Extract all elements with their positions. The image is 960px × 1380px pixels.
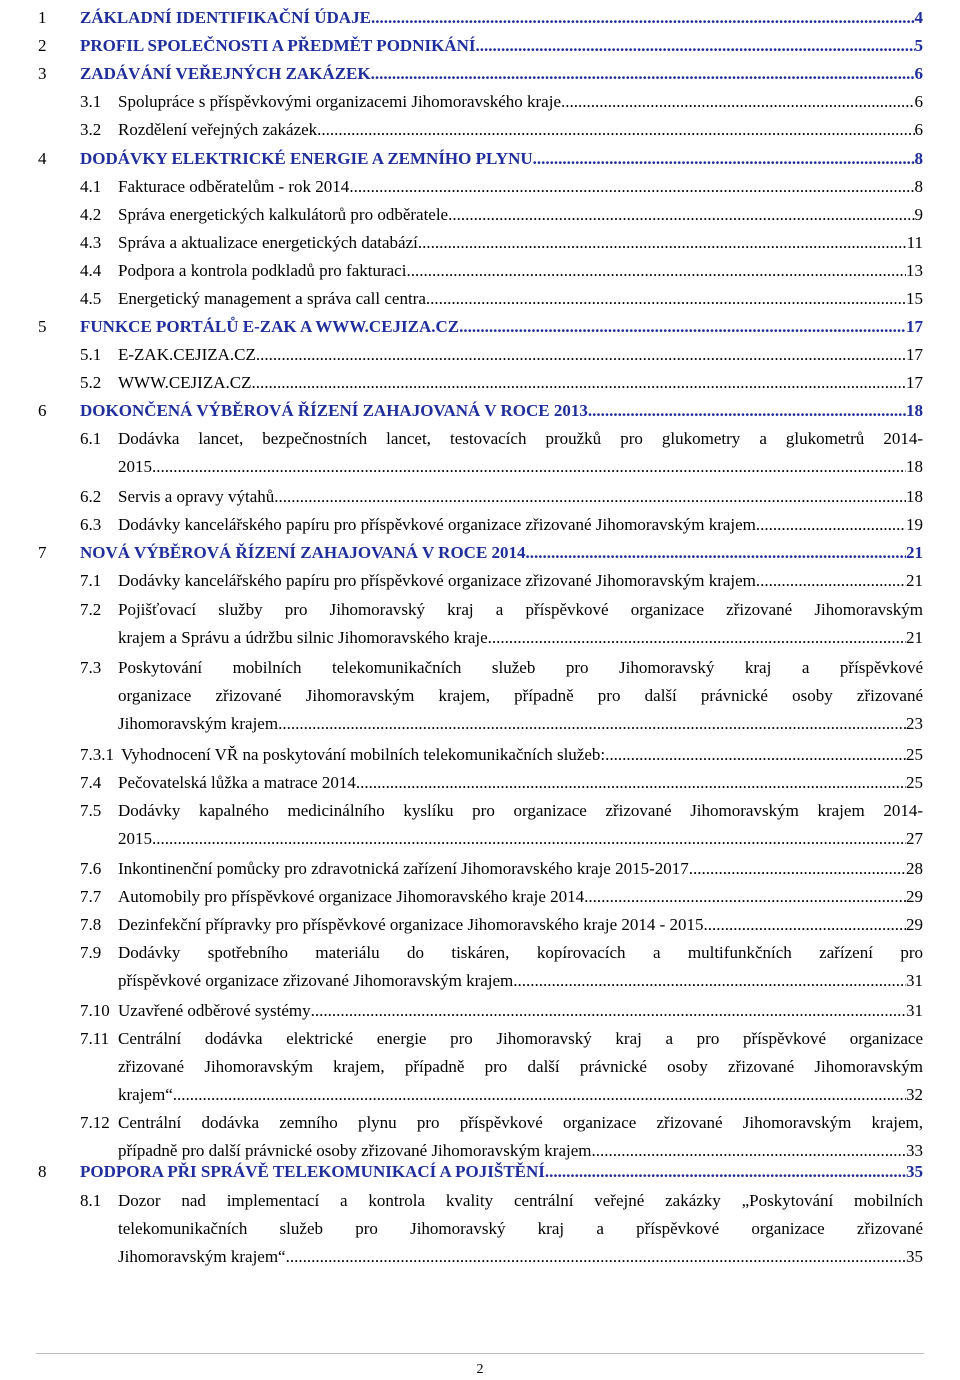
toc-entry-number: 6.3 <box>80 515 102 534</box>
toc-entry-page: 4 <box>914 8 923 27</box>
toc-leader-dots <box>584 883 906 911</box>
toc-entry-page: 35 <box>906 1247 923 1266</box>
toc-entry-page: 8 <box>914 177 923 196</box>
toc-leader-dots <box>459 313 906 341</box>
toc-entry-number: 4.1 <box>80 177 102 196</box>
toc-entry-title: příspěvkové organizace zřizované Jihomoravským krajem <box>118 971 514 990</box>
toc-entry-title: DODÁVKY ELEKTRICKÉ ENERGIE A ZEMNÍHO PLYNU <box>80 149 533 168</box>
toc-entry-title: WWW.CEJIZA.CZ <box>118 373 252 392</box>
toc-entry-number: 5 <box>38 317 47 336</box>
toc-entry-title: FUNKCE PORTÁLŮ E-ZAK A WWW.CEJIZA.CZ <box>80 317 460 336</box>
toc-leader-dots <box>311 997 906 1025</box>
page-number: 2 <box>476 1362 484 1377</box>
toc-leader-dots <box>488 624 906 652</box>
toc-entry-page: 17 <box>906 345 923 364</box>
toc-entry-title: Dodávky kapalného medicinálního kyslíku pro organizace zřizované Jihomoravským krajem 2014- <box>118 801 923 820</box>
toc-entry-page: 35 <box>906 1162 923 1181</box>
toc-entry-page: 11 <box>906 233 923 252</box>
toc-entry-number: 2 <box>38 36 47 55</box>
toc-entry-number: 6.2 <box>80 487 102 506</box>
toc-entry-title: Jihomoravským krajem <box>118 714 279 733</box>
toc-leader-dots <box>475 32 914 60</box>
toc-entry-number: 3 <box>38 64 47 83</box>
toc-leader-dots <box>274 483 906 511</box>
toc-entry-number: 7 <box>38 543 47 562</box>
toc-leader-dots <box>152 453 906 481</box>
toc-entry-page: 18 <box>906 487 923 506</box>
toc-leader-dots <box>448 201 914 229</box>
toc-entry-page: 29 <box>906 915 923 934</box>
toc-entry-page: 28 <box>906 859 923 878</box>
toc-entry-number: 3.2 <box>80 120 102 139</box>
toc-entry-page: 27 <box>906 829 923 848</box>
toc-entry-page: 23 <box>906 714 923 733</box>
toc-entry-title: Dozor nad implementací a kontrola kvality centrální veřejné zakázky „Poskytování mobilních <box>118 1191 923 1210</box>
toc-leader-dots <box>173 1081 906 1109</box>
toc-entry-title: Inkontinenční pomůcky pro zdravotnická zařízení Jihomoravského kraje 2015-2017 <box>118 859 689 878</box>
toc-entry-title: Rozdělení veřejných zakázek <box>118 120 318 139</box>
toc-entry-number: 7.5 <box>80 801 102 820</box>
toc-entry-title: Pečovatelská lůžka a matrace 2014 <box>118 773 356 792</box>
toc-entry-number: 7.12 <box>80 1113 110 1132</box>
toc-entry-number: 7.2 <box>80 600 102 619</box>
toc-leader-dots <box>756 567 906 595</box>
toc-entry-page: 31 <box>906 971 923 990</box>
toc-entry-number: 7.11 <box>80 1029 110 1048</box>
toc-entry-number: 7.7 <box>80 887 102 906</box>
toc-leader-dots <box>418 229 907 257</box>
toc-entry-number: 5.2 <box>80 373 102 392</box>
toc-leader-dots <box>317 116 914 144</box>
toc-entry-page: 6 <box>914 64 923 83</box>
toc-leader-dots <box>406 257 906 285</box>
toc-leader-dots <box>426 285 906 313</box>
toc-entry-page: 18 <box>906 401 923 420</box>
toc-entry-number: 7.1 <box>80 571 102 590</box>
toc-entry-title: 2015 <box>118 829 152 848</box>
toc-entry-title: Spolupráce s příspěvkovými organizacemi Jihomoravského kraje <box>118 92 561 111</box>
toc-leader-dots <box>533 145 915 173</box>
toc-entry-title: případně pro další právnické osoby zřizované Jihomoravským krajem <box>118 1141 592 1160</box>
toc-entry-page: 5 <box>914 36 923 55</box>
footer-divider <box>36 1353 924 1354</box>
toc-entry-page: 33 <box>906 1141 923 1160</box>
toc-entry-number: 7.3 <box>80 658 102 677</box>
toc-leader-dots <box>561 88 915 116</box>
toc-entry-title: Podpora a kontrola podkladů pro fakturaci <box>118 261 407 280</box>
toc-leader-dots <box>756 511 906 539</box>
toc-leader-dots <box>704 911 906 939</box>
toc-entry-page: 29 <box>906 887 923 906</box>
toc-leader-dots <box>526 539 906 567</box>
toc-leader-dots <box>256 341 906 369</box>
toc-entry-title: NOVÁ VÝBĚROVÁ ŘÍZENÍ ZAHAJOVANÁ V ROCE 2014 <box>80 543 526 562</box>
toc-entry-number: 7.3.1 <box>80 745 114 764</box>
toc-entry-number: 1 <box>38 8 47 27</box>
toc-entry-page: 17 <box>906 317 923 336</box>
toc-entry-title: Uzavřené odběrové systémy <box>118 1001 311 1020</box>
toc-entry-number: 6 <box>38 401 47 420</box>
toc-entry-title: Automobily pro příspěvkové organizace Jihomoravského kraje 2014 <box>118 887 585 906</box>
toc-entry-title: Centrální dodávka elektrické energie pro Jihomoravský kraj a pro příspěvkové organizace <box>118 1029 923 1048</box>
toc-entry-title: Dodávky kancelářského papíru pro příspěvkové organizace zřizované Jihomoravským krajem <box>118 571 756 590</box>
toc-entry-title: Energetický management a správa call centra <box>118 289 426 308</box>
toc-entry-page: 13 <box>906 261 923 280</box>
toc-entry-page: 19 <box>906 515 923 534</box>
toc-entry-title: krajem a Správu a údržbu silnic Jihomoravského kraje <box>118 628 488 647</box>
toc-leader-dots <box>588 397 906 425</box>
toc-entry-title: Vyhodnocení VŘ na poskytování mobilních telekomunikačních služeb: <box>121 745 606 764</box>
toc-entry-page: 31 <box>906 1001 923 1020</box>
toc-entry-title: Jihomoravským krajem“ <box>118 1247 286 1266</box>
toc-entry-number: 4 <box>38 149 47 168</box>
toc-entry-title: E-ZAK.CEJIZA.CZ <box>118 345 256 364</box>
toc-entry-title: krajem“ <box>118 1085 173 1104</box>
toc-entry-number: 5.1 <box>80 345 102 364</box>
toc-entry-number: 4.5 <box>80 289 102 308</box>
toc-entry-page: 21 <box>906 571 923 590</box>
toc-entry-page: 18 <box>906 457 923 476</box>
toc-entry-title: Správa energetických kalkulátorů pro odběratele <box>118 205 449 224</box>
toc-entry-page: 6 <box>914 92 923 111</box>
toc-leader-dots <box>278 710 906 738</box>
toc-entry-number: 7.6 <box>80 859 102 878</box>
toc-entry-number: 3.1 <box>80 92 102 111</box>
toc-leader-dots <box>545 1158 906 1186</box>
toc-entry-title: Fakturace odběratelům - rok 2014 <box>118 177 350 196</box>
toc-entry-number: 6.1 <box>80 429 102 448</box>
toc-entry-page: 25 <box>906 745 923 764</box>
toc-entry-title: Dodávky kancelářského papíru pro příspěvkové organizace zřizované Jihomoravským krajem <box>118 515 756 534</box>
toc-leader-dots <box>356 769 906 797</box>
toc-entry-number: 7.8 <box>80 915 102 934</box>
toc-leader-dots <box>689 855 906 883</box>
toc-leader-dots <box>152 825 906 853</box>
toc-entry-title: Pojišťovací služby pro Jihomoravský kraj a příspěvkové organizace zřizované Jihomoravským <box>118 600 923 619</box>
toc-entry-number: 8.1 <box>80 1191 102 1210</box>
toc-entry-title: Poskytování mobilních telekomunikačních služeb pro Jihomoravský kraj a příspěvkové <box>118 658 923 677</box>
toc-entry-title: PODPORA PŘI SPRÁVĚ TELEKOMUNIKACÍ A POJIŠTĚNÍ <box>80 1162 545 1181</box>
toc-entry-page: 21 <box>906 628 923 647</box>
toc-entry-title: Správa a aktualizace energetických databází <box>118 233 418 252</box>
toc-entry-title: Dodávky spotřebního materiálu do tiskáren, kopírovacích a multifunkčních zařízení pro <box>118 943 923 962</box>
toc-entry-number: 4.3 <box>80 233 102 252</box>
toc-entry-title: Servis a opravy výtahů <box>118 487 275 506</box>
toc-entry-page: 25 <box>906 773 923 792</box>
toc-entry-page: 8 <box>914 149 923 168</box>
toc-entry-title: zřizované Jihomoravským krajem, případně pro další právnické osoby zřizované Jihomoravským <box>118 1057 923 1076</box>
toc-entry-page: 17 <box>906 373 923 392</box>
toc-entry-page: 32 <box>906 1085 923 1104</box>
toc-entry-title: Centrální dodávka zemního plynu pro příspěvkové organizace zřizované Jihomoravským krajem, <box>118 1113 923 1132</box>
toc-entry-number: 8 <box>38 1162 47 1181</box>
toc-entry-title: organizace zřizované Jihomoravským krajem, případně pro další právnické osoby zřizované <box>118 686 923 705</box>
toc-entry-title: Dezinfekční přípravky pro příspěvkové organizace Jihomoravského kraje 2014 - 2015 <box>118 915 704 934</box>
toc-entry-title: DOKONČENÁ VÝBĚROVÁ ŘÍZENÍ ZAHAJOVANÁ V ROCE 2013 <box>80 401 588 420</box>
toc-entry-title: ZADÁVÁNÍ VEŘEJNÝCH ZAKÁZEK <box>80 64 371 83</box>
toc-entry-page: 21 <box>906 543 923 562</box>
toc-entry-title: ZÁKLADNÍ IDENTIFIKAČNÍ ÚDAJE <box>80 8 371 27</box>
toc-entry-page: 15 <box>906 289 923 308</box>
toc-entry-title: 2015 <box>118 457 152 476</box>
toc-leader-dots <box>251 369 906 397</box>
toc-leader-dots <box>371 4 915 32</box>
toc-entry-number: 4.2 <box>80 205 102 224</box>
toc-entry-page: 9 <box>914 205 923 224</box>
toc-entry-number: 7.9 <box>80 943 102 962</box>
toc-entry-number: 7.4 <box>80 773 102 792</box>
toc-leader-dots <box>605 741 906 769</box>
toc-entry-page: 6 <box>914 120 923 139</box>
toc-leader-dots <box>371 60 915 88</box>
toc-entry-number: 4.4 <box>80 261 102 280</box>
toc-leader-dots <box>349 173 914 201</box>
toc-entry-number: 7.10 <box>80 1001 110 1020</box>
toc-entry-title: PROFIL SPOLEČNOSTI A PŘEDMĚT PODNIKÁNÍ <box>80 36 476 55</box>
toc-leader-dots <box>286 1243 906 1271</box>
toc-leader-dots <box>513 967 906 995</box>
toc-entry-title: telekomunikačních služeb pro Jihomoravský kraj a příspěvkové organizace zřizované <box>118 1219 923 1238</box>
toc-entry-title: Dodávka lancet, bezpečnostních lancet, testovacích proužků pro glukometry a glukometrů 2014- <box>118 429 923 448</box>
